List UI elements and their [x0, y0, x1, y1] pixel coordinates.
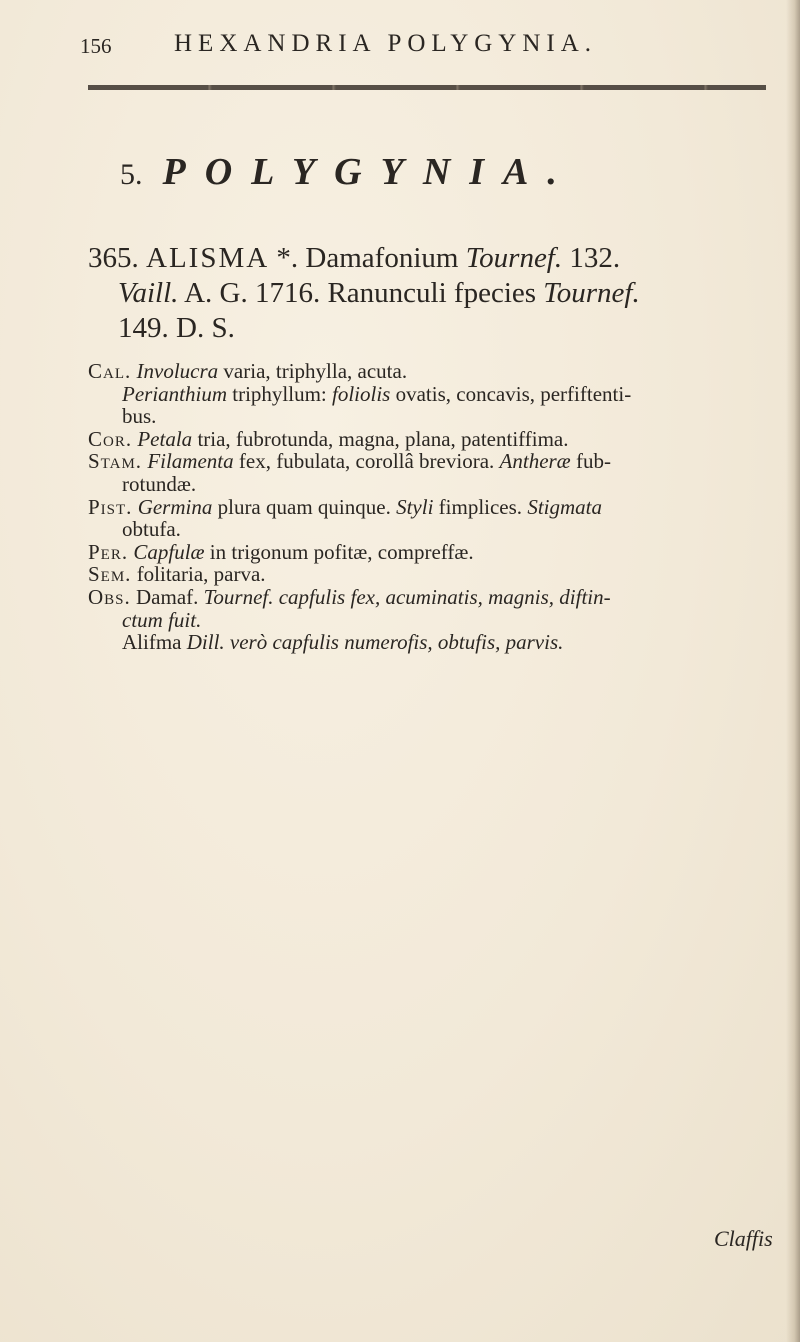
last-text: Alifma [122, 630, 182, 655]
obs-cont: ctum fuit. [122, 607, 202, 632]
synonym: Damafonium [305, 242, 459, 274]
pist-term: Germina [137, 494, 213, 519]
page-number: 156 [80, 34, 112, 58]
perianth-cont: bus. [122, 404, 157, 429]
stam-label: Stam. [88, 449, 143, 474]
foliolis-term: foliolis [332, 381, 391, 406]
cor-text: tria, fubrotunda, magna, plana, patentiffima. [197, 426, 569, 451]
pist-cont: obtufa. [122, 517, 181, 542]
ref2-author: Vaill. [118, 277, 179, 309]
pist-label: Pist. [88, 494, 133, 519]
genus-name: ALISMA [146, 242, 270, 274]
stam-text-2: fub- [575, 449, 611, 474]
genus-mark: *. [276, 242, 299, 274]
styli-term: Styli [396, 494, 434, 519]
per-text: in trigonum pofitæ, compreffæ. [209, 539, 474, 564]
anth-term: Antheræ [499, 449, 571, 474]
perianth-text: triphyllum: [232, 381, 327, 406]
section-heading [120, 150, 700, 210]
stam-text: fex, fubulata, corollâ breviora. [238, 449, 495, 474]
cor-label: Cor. [88, 426, 133, 451]
entry-line-3 [88, 311, 778, 346]
desc-line-perianth [88, 383, 788, 406]
section-title: POLYGYNIA. [162, 151, 576, 193]
running-head [80, 30, 780, 64]
section-number: 5. [120, 158, 143, 191]
desc-line-cal [88, 360, 788, 383]
entry-line-2 [88, 276, 778, 311]
stam-cont: rotundæ. [122, 471, 197, 496]
per-term: Capfulæ [133, 539, 205, 564]
entry-line-1 [88, 241, 778, 276]
desc-line-per [88, 541, 788, 564]
pist-text: plura quam quinque. [217, 494, 391, 519]
desc-line-stam [88, 450, 788, 473]
desc-line-perianth-cont [88, 405, 788, 428]
obs-italic: Tournef. capfulis fex, acuminatis, magnis, diftin- [203, 584, 611, 609]
header-rule [88, 85, 766, 90]
sem-label: Sem. [88, 562, 132, 587]
ref1-page: 132. [569, 242, 621, 274]
perianth-text-2: ovatis, concavis, perfiftenti- [395, 381, 632, 406]
desc-line-obs [88, 586, 788, 609]
pist-text-2: fimplices. [438, 494, 523, 519]
last-italic: Dill. verò capfulis numerofis, obtufis, parvis. [186, 630, 564, 655]
desc-line-stam-cont [88, 473, 788, 496]
ref3-page: 149. D. S. [118, 312, 235, 344]
ref3-author: Tournef. [543, 277, 640, 309]
cal-label: Cal. [88, 359, 132, 383]
desc-line-cor [88, 428, 788, 451]
cor-term: Petala [137, 426, 193, 451]
desc-line-pist [88, 496, 788, 519]
desc-line-sem [88, 563, 788, 586]
cal-text: varia, triphylla, acuta. [223, 359, 408, 383]
sem-text: folitaria, parva. [136, 562, 266, 587]
entry-number: 365. [88, 242, 139, 274]
stam-term: Filamenta [147, 449, 234, 474]
desc-line-obs-cont [88, 609, 788, 632]
stig-term: Stigmata [527, 494, 602, 519]
ref2-work: A. G. 1716. Ranunculi fpecies [184, 277, 537, 309]
running-title: HEXANDRIA POLYGYNIA. [174, 30, 598, 57]
obs-label: Obs. [88, 584, 131, 609]
page-edge-shadow [786, 0, 800, 1342]
desc-line-pist-cont [88, 518, 788, 541]
ref1-author: Tournef. [465, 242, 563, 274]
desc-line-last [88, 631, 788, 654]
obs-text: Damaf. [136, 584, 199, 609]
cal-term: Involucra [136, 359, 219, 383]
genus-description [88, 360, 788, 654]
catchword: Claffis [714, 1226, 773, 1251]
genus-entry [88, 241, 778, 346]
per-label: Per. [88, 539, 129, 564]
perianth-term: Perianthium [122, 381, 227, 406]
